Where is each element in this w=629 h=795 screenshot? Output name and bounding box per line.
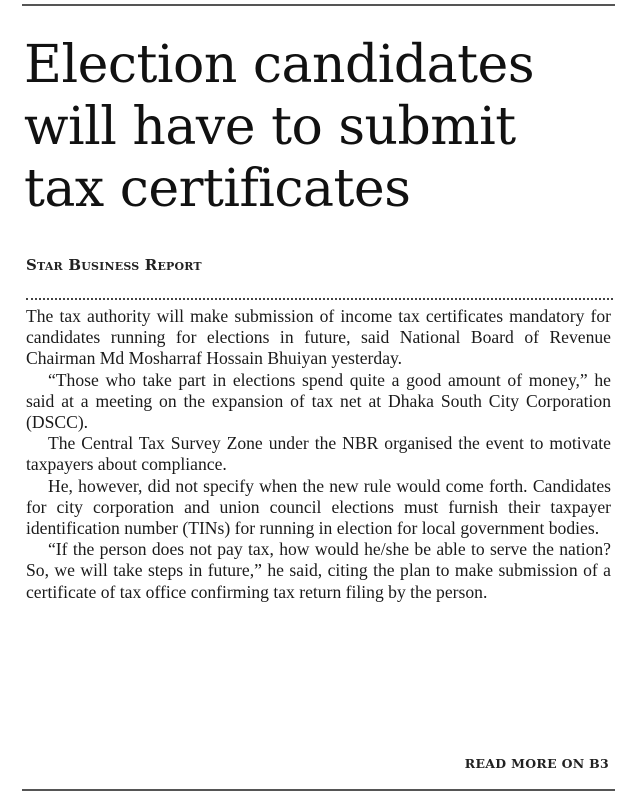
paragraph: The tax authority will make submission of income tax certificates mandatory for candidates running for elections in future, said National Board of Revenue Chairman Md Mosharraf Hossain Bhuiyan yesterday. <box>26 306 611 369</box>
headline-line: Election candidates <box>24 35 535 95</box>
article-body <box>26 306 611 603</box>
headline <box>24 34 624 220</box>
paragraph: He, however, did not specify when the new rule would come forth. Candidates for city corporation and union council elections must furnish their taxpayer identification number (TINs) for running in election for local government bodies. <box>26 475 611 539</box>
bottom-rule <box>22 789 615 791</box>
paragraph: “Those who take part in elections spend quite a good amount of money,” he said at a meeting on the expansion of tax net at Dhaka South City Corporation (DSCC). <box>26 369 611 433</box>
paragraph: The Central Tax Survey Zone under the NBR organised the event to motivate taxpayers about compliance. <box>26 433 611 475</box>
read-more-link[interactable]: READ MORE ON B3 <box>464 756 609 771</box>
dotted-divider <box>26 298 613 300</box>
byline: Star Business Report <box>26 256 202 274</box>
paragraph: “If the person does not pay tax, how would he/she be able to serve the nation? So, we will take steps in future,” he said, citing the plan to make submission of a certificate of tax office confirming tax return filing by the person. <box>26 539 611 602</box>
headline-line: will have to submit <box>24 97 516 157</box>
top-rule <box>22 4 615 6</box>
headline-line: tax certificates <box>24 159 411 219</box>
